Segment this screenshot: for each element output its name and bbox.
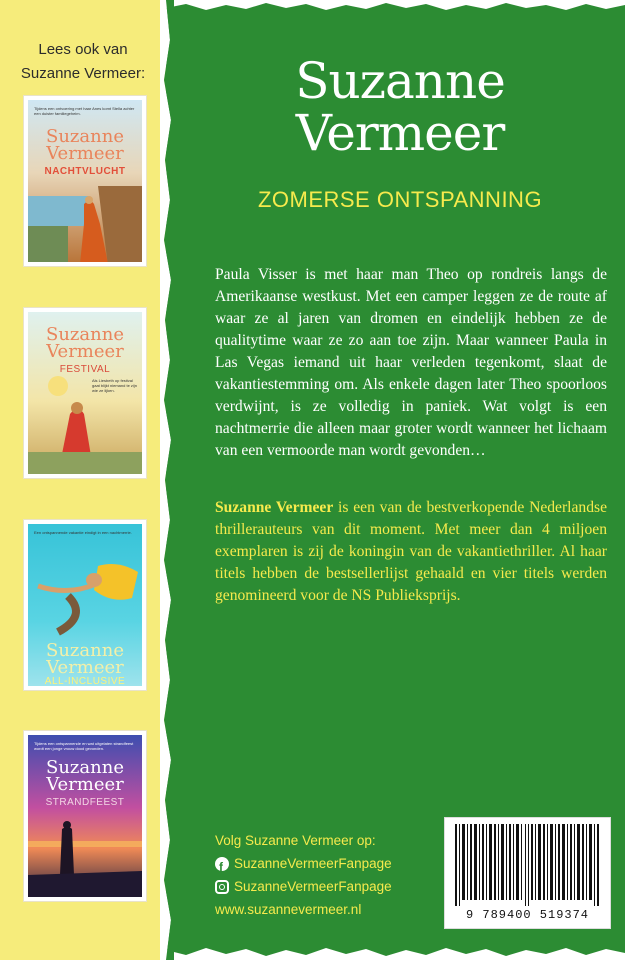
deckle-edge-top xyxy=(166,0,625,14)
read-also-heading xyxy=(8,38,158,86)
book-cover-strandfeest[interactable] xyxy=(24,731,146,901)
isbn-barcode xyxy=(444,817,611,929)
author-bio xyxy=(215,497,607,607)
book-cover-nachtvlucht[interactable] xyxy=(24,96,146,266)
facebook-link[interactable] xyxy=(215,852,392,875)
book-blurb: Tijdens een ontspannende en wat uitgelaten strandfeest wordt een jonge vrouw dood gevonden. xyxy=(34,741,134,751)
book-title: FESTIVAL xyxy=(59,364,111,375)
book-author: Suzanne Vermeer xyxy=(46,757,124,795)
barcode-bars xyxy=(453,824,602,906)
deckle-edge-left xyxy=(160,0,174,960)
book-author: Suzanne Vermeer xyxy=(46,126,124,164)
facebook-handle: SuzanneVermeerFanpage xyxy=(234,856,392,871)
isbn-number: 9 789400 519374 xyxy=(465,908,590,922)
social-block xyxy=(215,829,392,921)
deckle-edge-bottom xyxy=(166,944,625,960)
author-last: Vermeer xyxy=(295,104,505,162)
author-first: Suzanne xyxy=(295,52,505,110)
book-cover-all-inclusive[interactable] xyxy=(24,520,146,690)
author-bio-name: Suzanne Vermeer xyxy=(215,499,334,516)
website-link[interactable]: www.suzannevermeer.nl xyxy=(215,902,362,917)
book-illustration xyxy=(28,186,142,266)
tagline: ZOMERSE ONTSPANNING xyxy=(257,187,543,212)
facebook-icon xyxy=(215,857,229,871)
read-also-line1: Lees ook van xyxy=(38,41,128,58)
book-cover-festival[interactable] xyxy=(24,308,146,478)
book-blurb: Tijdens een ontvoering met haar Anes komt Stella achter een duister familiegeheim. xyxy=(34,106,135,116)
instagram-icon xyxy=(215,880,229,894)
book-illustration xyxy=(28,546,142,636)
book-illustration xyxy=(28,374,142,474)
book-author: Suzanne Vermeer xyxy=(46,324,124,362)
follow-label: Volg Suzanne Vermeer op: xyxy=(215,833,376,848)
instagram-link[interactable] xyxy=(215,875,392,898)
book-illustration xyxy=(28,811,142,901)
book-author: Suzanne Vermeer xyxy=(46,640,124,678)
book-title: STRANDFEEST xyxy=(45,797,125,808)
author-name xyxy=(200,52,600,162)
author-bio-text: is een van de bestverkopende Nederlandse thrillerauteurs van dit moment. Met meer dan 4 miljoen exemplaren is zij de koningin van de vakantiethriller. Al haar titels hebben de bestsellerlijst gehaald en vier titels werden genomineerd voor de NS Publieksprijs. xyxy=(215,499,608,604)
read-also-line2: Suzanne Vermeer: xyxy=(20,65,146,82)
book-blurb: Een ontspannende vakantie eindigt in een nachtmerrie. xyxy=(34,530,132,535)
book-blurb: Als Liesbeth op festival gaat blijkt niemand te zijn wie ze lijken. xyxy=(92,378,137,393)
instagram-handle: SuzanneVermeerFanpage xyxy=(234,879,392,894)
book-title: NACHTVLUCHT xyxy=(44,166,126,177)
book-title: ALL-INCLUSIVE xyxy=(44,676,126,687)
book-description: Paula Visser is met haar man Theo op rondreis langs de Amerikaanse westkust. Met een camper leggen ze de route af waar ze al jaren van dromen en eindelijk hebben ze de qualitytime waar ze zo aan toe zijn. Maar wanneer Paula in Las Vegas iemand uit haar verleden tegenkomt, slaat de vakantiestemming om. Als enkele dagen later Theo spoorloos verdwijnt, is ze volledig in paniek. Wat volgt is een nachtmerrie die alleen maar groter wordt wanneer het lichaam van een vermoorde man wordt gevonden… xyxy=(215,266,607,459)
